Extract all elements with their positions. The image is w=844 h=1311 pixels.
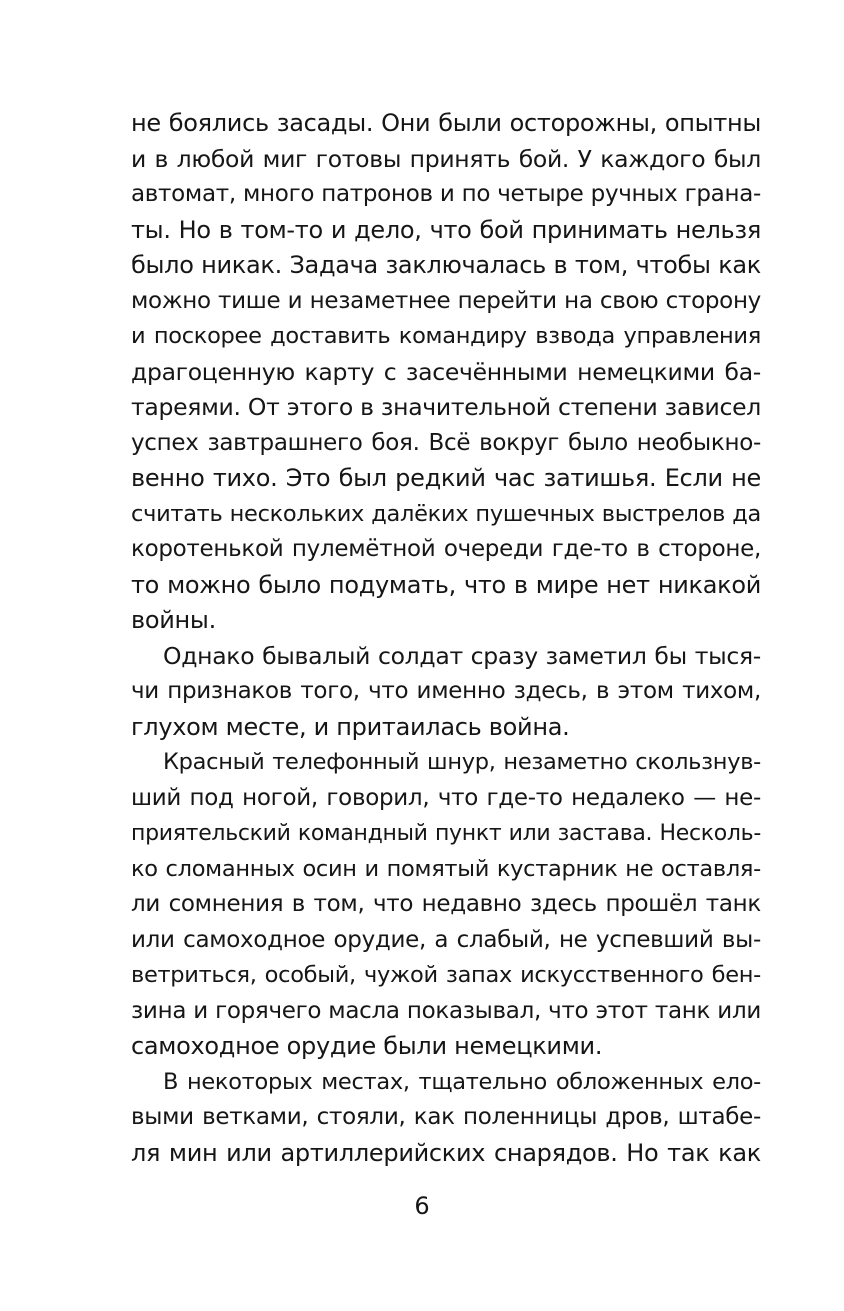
text-line: или самоходное орудие, а слабый, не успевший вы-	[131, 926, 761, 953]
text-line: ко сломанных осин и помятый кустарник не оставля-	[131, 855, 761, 882]
page-number: 6	[414, 1192, 430, 1220]
text-line: коротенькой пулемётной очереди где-то в стороне,	[131, 536, 761, 562]
text-line: выми ветками, стояли, как поленницы дров, штабе-	[131, 1104, 761, 1130]
text-line: глухом месте, и притаилась война.	[131, 712, 570, 741]
body-text	[131, 106, 761, 1171]
text-line: войны.	[131, 606, 216, 634]
text-line: то можно было подумать, что в мире нет никакой	[131, 570, 761, 599]
paragraph-2	[131, 639, 761, 746]
text-line: ли сомнения в том, что недавно здесь прошёл танк	[131, 891, 761, 917]
text-line: и в любой миг готовы принять бой. У каждого был	[131, 144, 761, 173]
text-line: ший под ногой, говорил, что где-то недалеко — не-	[131, 784, 761, 811]
text-line: чи признаков того, что именно здесь, в этом тихом,	[131, 678, 761, 704]
text-line: ты. Но в том-то и дело, что бой принимать нельзя	[131, 215, 761, 244]
text-line: Однако бывалый солдат сразу заметил бы тыся-	[163, 641, 761, 670]
text-line: можно тише и незаметнее перейти на свою сторону	[131, 287, 761, 314]
text-line: ля мин или артиллерийских снарядов. Но так как	[131, 1138, 761, 1167]
text-line: автомат, много патронов и по четыре ручных грана-	[131, 181, 761, 207]
paragraph-3	[131, 745, 761, 1065]
text-line: венно тихо. Это был редкий час затишья. Если не	[131, 464, 761, 492]
text-line: драгоценную карту с засечёнными немецкими ба-	[131, 357, 761, 386]
text-line: В некоторых местах, тщательно обложенных ело-	[163, 1068, 761, 1095]
text-line: приятельский командный пункт или застава. Несколь-	[131, 821, 761, 846]
text-line: не боялись засады. Они были осторожны, опытны	[131, 109, 761, 137]
paragraph-4	[131, 1065, 761, 1172]
text-line: самоходное орудие были немецкими.	[131, 1032, 603, 1060]
text-line: и поскорее доставить командиру взвода управления	[131, 323, 761, 349]
text-line: зина и горячего масла показывал, что этот танк или	[131, 997, 761, 1024]
text-line: ветриться, особый, чужой запах искусственного бен-	[131, 962, 761, 988]
text-line: тареями. От этого в значительной степени зависел	[131, 393, 761, 421]
paragraph-1	[131, 106, 761, 639]
text-line: было никак. Задача заключалась в том, чтобы как	[131, 251, 761, 279]
text-line: считать нескольких далёких пушечных выстрелов да	[131, 500, 761, 527]
text-line: успех завтрашнего боя. Всё вокруг было необыкно-	[131, 429, 761, 456]
text-line: Красный телефонный шнур, незаметно скользнув-	[163, 749, 761, 775]
